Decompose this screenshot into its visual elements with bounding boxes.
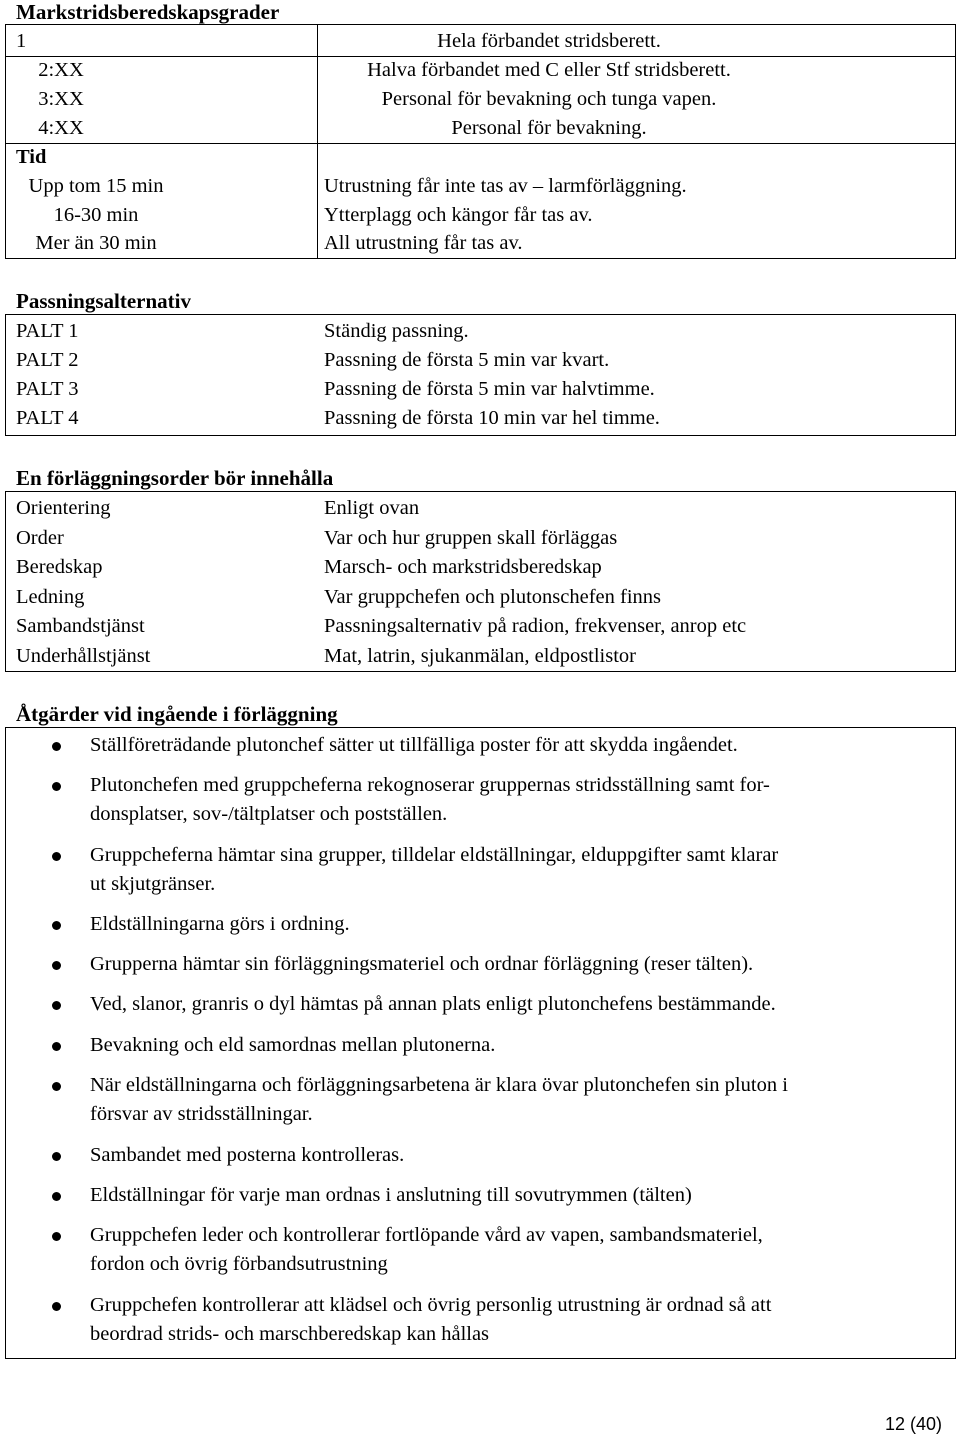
readiness-row	[6, 85, 955, 114]
radio-code: PALT 3	[16, 378, 79, 400]
order-desc: Mat, latrin, sjukanmälan, eldpostlistor	[324, 645, 637, 667]
order-item: Beredskap	[16, 556, 103, 578]
radio-row	[6, 404, 955, 433]
actions-title: Åtgärder vid ingående i förläggning	[16, 702, 338, 726]
order-item: Sambandstjänst	[16, 615, 145, 637]
list-item-text: Ved, slanor, granris o dyl hämtas på annan plats enligt plutonchefens bestämmande.	[90, 993, 776, 1015]
readiness-table	[5, 24, 956, 259]
readiness-code: 3:XX	[38, 88, 84, 110]
list-item-text: Sambandet med posterna kontrolleras.	[90, 1144, 405, 1166]
readiness-code: 1	[16, 30, 27, 52]
order-item: Orientering	[16, 497, 111, 519]
list-item-text: Grupperna hämtar sin förläggningsmateriel och ordnar förläggning (reser tälten).	[90, 953, 754, 975]
actions-list	[5, 727, 956, 1359]
order-desc: Enligt ovan	[324, 497, 420, 519]
readiness-desc: Personal för bevakning och tunga vapen.	[381, 88, 717, 110]
readiness-row	[6, 56, 955, 85]
bullet-icon	[52, 1192, 61, 1201]
bullet-icon	[52, 742, 61, 751]
readiness-title: Markstridsberedskapsgrader	[16, 0, 280, 24]
order-row	[6, 583, 955, 612]
bullet-icon	[52, 1042, 61, 1051]
order-desc: Var och hur gruppen skall förläggas	[324, 527, 618, 549]
radio-desc: Passning de första 5 min var kvart.	[324, 349, 610, 371]
order-item: Underhållstjänst	[16, 645, 151, 667]
readiness-desc: Hela förbandet stridsberett.	[437, 30, 661, 52]
order-title: En förläggningsorder bör innehålla	[16, 466, 334, 490]
order-table	[5, 491, 956, 672]
bullet-icon	[52, 1232, 61, 1241]
radio-desc: Passning de första 5 min var halvtimme.	[324, 378, 655, 400]
list-item-text: Eldställningar för varje man ordnas i anslutning till sovutrymmen (tälten)	[90, 1184, 692, 1206]
order-desc: Passningsalternativ på radion, frekvenser, anrop etc	[324, 615, 747, 637]
bullet-icon	[52, 782, 61, 791]
radio-table	[5, 314, 956, 436]
readiness-code: 2:XX	[38, 59, 84, 81]
order-desc: Var gruppchefen och plutonschefen finns	[324, 586, 661, 608]
order-item: Order	[16, 527, 64, 549]
radio-desc: Passning de första 10 min var hel timme.	[324, 407, 660, 429]
time-row	[6, 201, 955, 230]
list-item-text: När eldställningarna och förläggningsarbetena är klara övar plutonchefen sin pluton i försvar av stridsställningar.	[90, 1074, 788, 1125]
order-row	[6, 642, 955, 671]
order-desc: Marsch- och markstridsberedskap	[324, 556, 602, 578]
time-desc: All utrustning får tas av.	[324, 232, 523, 254]
time-value: Upp tom 15 min	[28, 175, 164, 197]
bullet-icon	[52, 1082, 61, 1091]
readiness-code: 4:XX	[38, 117, 84, 139]
list-item-text: Bevakning och eld samordnas mellan plutonerna.	[90, 1034, 496, 1056]
bullet-icon	[52, 852, 61, 861]
time-desc: Ytterplagg och kängor får tas av.	[324, 204, 593, 226]
time-desc: Utrustning får inte tas av – larmförläggning.	[324, 175, 687, 197]
list-item-text: Ställföreträdande plutonchef sätter ut tillfälliga poster för att skydda ingåendet.	[90, 734, 738, 756]
list-item-text: Gruppcheferna hämtar sina grupper, tilldelar eldställningar, elduppgifter samt klarar ut skjutgränser.	[90, 844, 779, 895]
bullet-icon	[52, 1152, 61, 1161]
radio-code: PALT 2	[16, 349, 79, 371]
radio-code: PALT 4	[16, 407, 79, 429]
radio-code: PALT 1	[16, 320, 79, 342]
readiness-desc: Personal för bevakning.	[451, 117, 647, 139]
page-number: 12 (40)	[884, 1414, 942, 1434]
time-value: 16-30 min	[53, 204, 139, 226]
list-item-text: Gruppchefen leder och kontrollerar fortlöpande vård av vapen, sambandsmateriel, fordon och övrig förbandsutrustning	[90, 1224, 763, 1275]
order-row	[6, 553, 955, 582]
readiness-row	[6, 27, 955, 56]
radio-row	[6, 317, 955, 346]
bullet-icon	[52, 1001, 61, 1010]
bullet-icon	[52, 921, 61, 930]
radio-row	[6, 375, 955, 404]
order-item: Ledning	[16, 586, 85, 608]
list-item-text: Plutonchefen med gruppcheferna rekognoserar gruppernas stridsställning samt for- donsplatser, sov-/tältplatser och postställen.	[90, 774, 770, 825]
bullet-icon	[52, 1302, 61, 1311]
time-heading-row	[6, 143, 955, 172]
readiness-row	[6, 114, 955, 143]
time-row	[6, 229, 955, 258]
list-item-text: Eldställningarna görs i ordning.	[90, 913, 350, 935]
time-row	[6, 172, 955, 201]
radio-desc: Ständig passning.	[324, 320, 469, 342]
order-row	[6, 524, 955, 553]
readiness-desc: Halva förbandet med C eller Stf stridsberett.	[367, 59, 731, 81]
time-heading: Tid	[16, 146, 47, 168]
radio-title: Passningsalternativ	[16, 289, 192, 313]
time-value: Mer än 30 min	[35, 232, 157, 254]
order-row	[6, 494, 955, 523]
bullet-icon	[52, 961, 61, 970]
radio-row	[6, 346, 955, 375]
list-item-text: Gruppchefen kontrollerar att klädsel och övrig personlig utrustning är ordnad så att beordrad strids- och marschberedskap kan hållas	[90, 1294, 772, 1345]
order-row	[6, 612, 955, 641]
